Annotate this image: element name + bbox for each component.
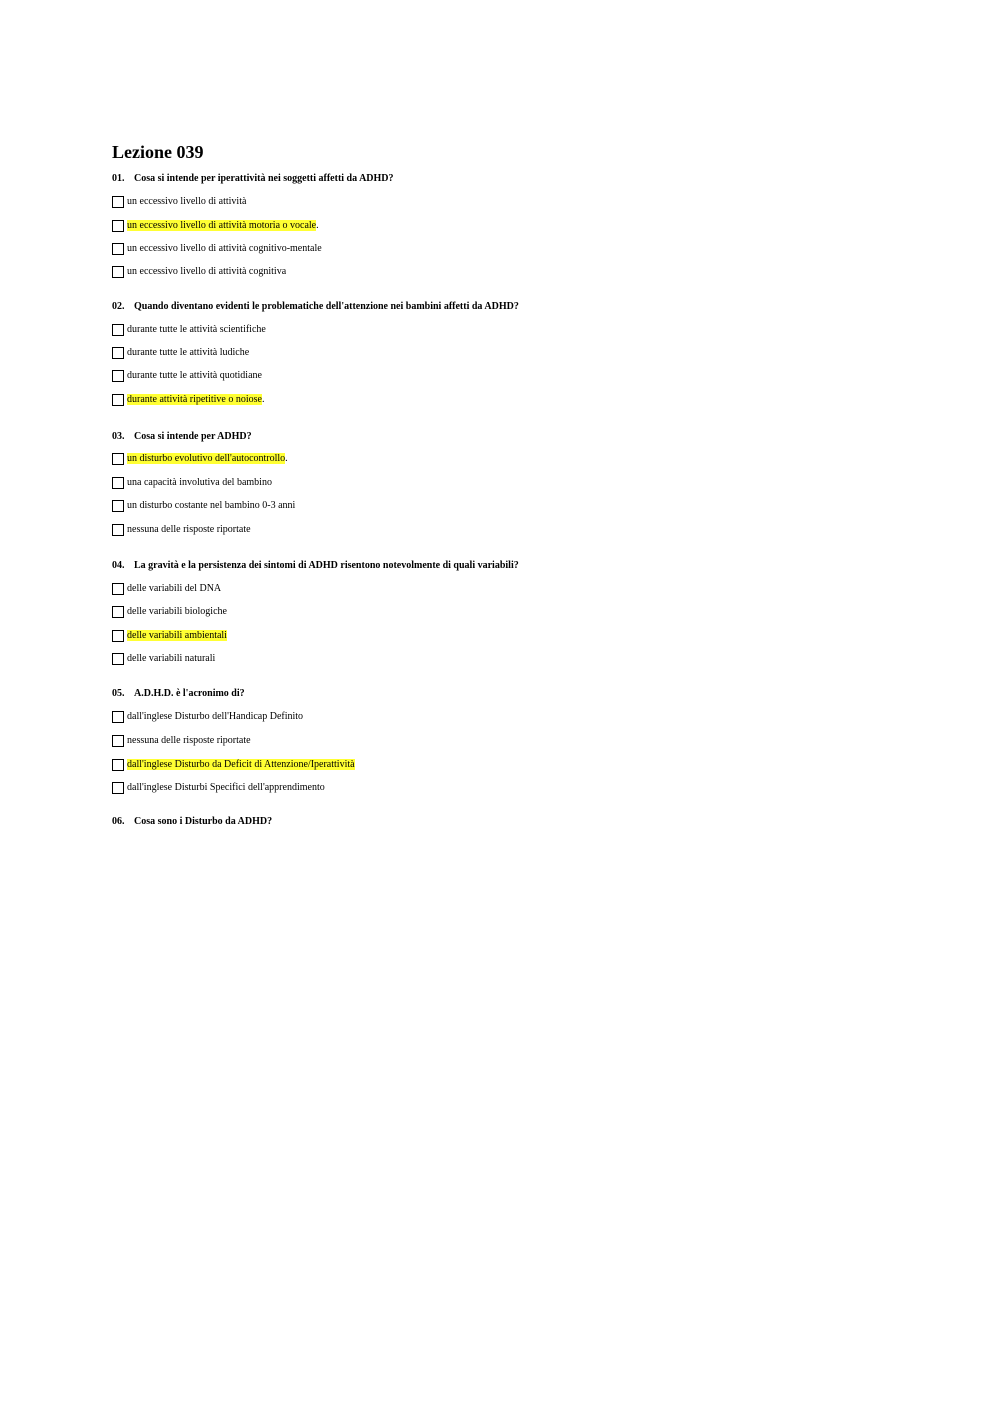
answer-label <box>127 734 251 748</box>
answer-checkbox[interactable] <box>112 630 124 642</box>
answer-checkbox[interactable] <box>112 782 124 794</box>
answer-label <box>127 523 251 537</box>
page-title: Lezione 039 <box>112 142 204 162</box>
question-number: 05. <box>112 688 125 699</box>
answer-label <box>127 369 262 383</box>
answer-checkbox[interactable] <box>112 500 124 512</box>
answer-label <box>127 781 325 795</box>
correct-answer-highlight: delle variabili ambientali <box>127 630 227 641</box>
answer-label <box>127 758 355 772</box>
answer-checkbox[interactable] <box>112 394 124 406</box>
question-2 <box>112 301 519 313</box>
question-number: 04. <box>112 560 125 571</box>
question-text: Cosa sono i Disturbo da ADHD? <box>134 816 273 827</box>
question-number: 02. <box>112 301 125 312</box>
answer-label <box>127 605 227 619</box>
answer-label <box>127 219 319 233</box>
answer-text: delle variabili del DNA <box>127 583 222 594</box>
answer-checkbox[interactable] <box>112 477 124 489</box>
answer-checkbox[interactable] <box>112 524 124 536</box>
answer-option[interactable] <box>112 265 286 279</box>
answer-option[interactable] <box>112 452 288 466</box>
answer-label <box>127 265 286 279</box>
question-number: 01. <box>112 173 125 184</box>
answer-checkbox[interactable] <box>112 196 124 208</box>
answer-label <box>127 393 264 407</box>
correct-answer-highlight: dall'inglese Disturbo da Deficit di Attenzione/Iperattività <box>127 759 355 770</box>
question-text: La gravità e la persistenza dei sintomi di ADHD risentono notevolmente di quali variabili? <box>134 560 519 571</box>
answer-label <box>127 582 221 596</box>
answer-option[interactable] <box>112 499 295 513</box>
answer-label <box>127 195 246 209</box>
question-4 <box>112 560 519 572</box>
answer-text: dall'inglese Disturbo dell'Handicap Definito <box>127 711 304 722</box>
answer-option[interactable] <box>112 605 227 619</box>
answer-text: un disturbo costante nel bambino 0-3 anni <box>127 500 296 511</box>
answer-checkbox[interactable] <box>112 266 124 278</box>
question-number: 06. <box>112 816 125 827</box>
answer-label <box>127 452 288 466</box>
answer-option[interactable] <box>112 781 325 795</box>
answer-suffix: . <box>285 453 288 464</box>
answer-suffix: . <box>316 220 319 231</box>
correct-answer-highlight: un disturbo evolutivo dell'autocontrollo <box>127 453 286 464</box>
answer-option[interactable] <box>112 393 264 407</box>
answer-option[interactable] <box>112 323 266 337</box>
answer-checkbox[interactable] <box>112 583 124 595</box>
answer-checkbox[interactable] <box>112 735 124 747</box>
answer-checkbox[interactable] <box>112 453 124 465</box>
question-text: A.D.H.D. è l'acronimo di? <box>134 688 245 699</box>
answer-checkbox[interactable] <box>112 243 124 255</box>
correct-answer-highlight: durante attività ripetitive o noiose <box>127 394 262 405</box>
question-5 <box>112 688 245 700</box>
answer-option[interactable] <box>112 758 355 772</box>
answer-text: nessuna delle risposte riportate <box>127 524 251 535</box>
question-text: Cosa si intende per iperattività nei soggetti affetti da ADHD? <box>134 173 394 184</box>
question-number: 03. <box>112 431 125 442</box>
answer-option[interactable] <box>112 629 227 643</box>
answer-option[interactable] <box>112 476 272 490</box>
answer-text: nessuna delle risposte riportate <box>127 735 251 746</box>
answer-option[interactable] <box>112 242 322 256</box>
answer-label <box>127 652 215 666</box>
answer-checkbox[interactable] <box>112 759 124 771</box>
answer-text: dall'inglese Disturbi Specifici dell'apprendimento <box>127 782 325 793</box>
answer-option[interactable] <box>112 195 246 209</box>
answer-checkbox[interactable] <box>112 347 124 359</box>
answer-checkbox[interactable] <box>112 220 124 232</box>
answer-option[interactable] <box>112 346 249 360</box>
answer-label <box>127 710 303 724</box>
answer-text: una capacità involutiva del bambino <box>127 477 272 488</box>
answer-text: durante tutte le attività ludiche <box>127 347 250 358</box>
answer-option[interactable] <box>112 652 215 666</box>
answer-text: durante tutte le attività scientifiche <box>127 324 266 335</box>
answer-option[interactable] <box>112 582 221 596</box>
answer-text: un eccessivo livello di attività <box>127 196 247 207</box>
answer-label <box>127 242 322 256</box>
correct-answer-highlight: un eccessivo livello di attività motoria o vocale <box>127 220 317 231</box>
answer-option[interactable] <box>112 369 262 383</box>
answer-text: durante tutte le attività quotidiane <box>127 370 262 381</box>
answer-label <box>127 629 227 643</box>
question-text: Quando diventano evidenti le problematiche dell'attenzione nei bambini affetti da ADHD? <box>134 301 519 312</box>
question-6 <box>112 816 272 828</box>
question-3 <box>112 431 252 443</box>
answer-checkbox[interactable] <box>112 653 124 665</box>
answer-label <box>127 499 295 513</box>
answer-text: un eccessivo livello di attività cognitivo-mentale <box>127 243 322 254</box>
answer-checkbox[interactable] <box>112 324 124 336</box>
answer-option[interactable] <box>112 219 319 233</box>
answer-checkbox[interactable] <box>112 711 124 723</box>
answer-suffix: . <box>261 394 265 405</box>
answer-label <box>127 323 266 337</box>
question-text: Cosa si intende per ADHD? <box>134 431 252 442</box>
answer-text: delle variabili biologiche <box>127 606 227 617</box>
answer-option[interactable] <box>112 734 251 748</box>
answer-option[interactable] <box>112 710 303 724</box>
answer-label <box>127 346 249 360</box>
question-1 <box>112 173 394 185</box>
answer-label <box>127 476 272 490</box>
answer-checkbox[interactable] <box>112 606 124 618</box>
answer-text: delle variabili naturali <box>127 653 216 664</box>
answer-checkbox[interactable] <box>112 370 124 382</box>
answer-text: un eccessivo livello di attività cognitiva <box>127 266 287 277</box>
answer-option[interactable] <box>112 523 251 537</box>
